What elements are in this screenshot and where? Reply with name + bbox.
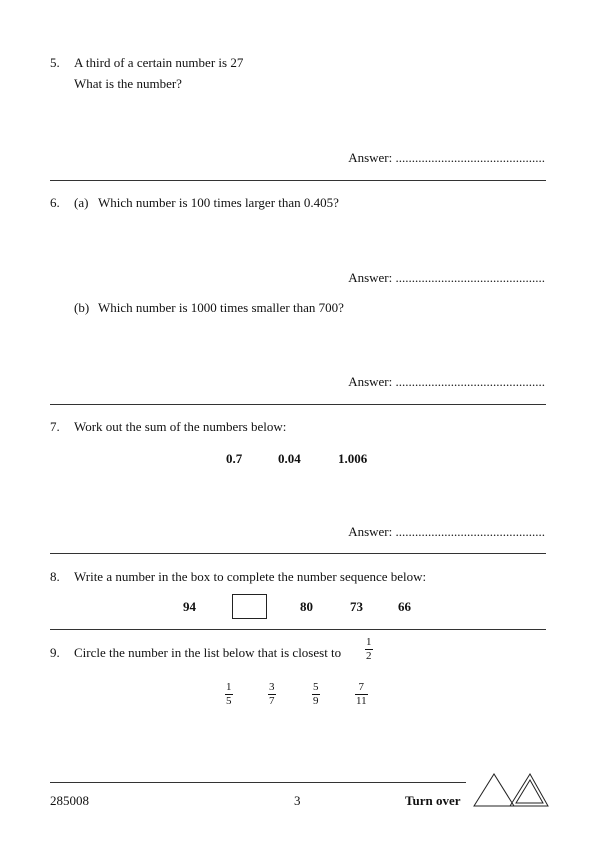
q8-text: Write a number in the box to complete the number sequence below:: [74, 569, 427, 584]
footer-paper-code: 285008: [50, 793, 89, 808]
divider-q6: [50, 404, 546, 405]
q5-line2: What is the number?: [74, 76, 182, 91]
q9-option-3-denominator: 9: [313, 695, 319, 707]
q9-option-1-numerator: 1: [226, 681, 232, 693]
q7-value-2: 0.04: [278, 451, 301, 466]
q6a-label: (a): [74, 195, 89, 210]
q6-number: 6.: [50, 195, 60, 210]
q9-option-2-numerator: 3: [269, 681, 275, 693]
q8-number: 8.: [50, 569, 60, 584]
q9-option-1-denominator: 5: [226, 695, 232, 707]
q6a-text: Which number is 100 times larger than 0.405?: [98, 195, 339, 210]
divider-q8: [50, 629, 546, 630]
q8-sequence-4: 66: [398, 599, 411, 614]
q6a-answer-line[interactable]: Answer: ..............................................: [348, 270, 545, 285]
q7-text: Work out the sum of the numbers below:: [74, 419, 287, 434]
q9-option-1[interactable]: [225, 682, 233, 707]
q9-number: 9.: [50, 645, 60, 660]
q9-option-4-denominator: 11: [356, 695, 367, 707]
divider-q5: [50, 180, 546, 181]
footer-page-number: 3: [294, 793, 301, 808]
q7-value-1: 0.7: [226, 451, 243, 466]
q9-option-4[interactable]: [355, 682, 368, 707]
q6b-label: (b): [74, 300, 90, 315]
q7-number: 7.: [50, 419, 60, 434]
q7-answer-line[interactable]: Answer: ..............................................: [348, 524, 545, 539]
triangles-logo-icon: [472, 772, 550, 808]
q8-answer-box[interactable]: [232, 594, 267, 619]
q6b-text: Which number is 1000 times smaller than 700?: [98, 300, 344, 315]
q8-sequence-3: 73: [350, 599, 363, 614]
q9-option-3[interactable]: [312, 682, 320, 707]
q5-number: 5.: [50, 55, 60, 70]
q9-option-2[interactable]: [268, 682, 276, 707]
q8-sequence-1: 94: [183, 599, 196, 614]
q9-target-fraction: [365, 637, 373, 662]
q9-text: Circle the number in the list below that is closest to: [74, 645, 342, 660]
q9-option-4-numerator: 7: [358, 681, 365, 693]
q9-target-denominator: 2: [366, 650, 372, 662]
q6b-answer-line[interactable]: Answer: ..............................................: [348, 374, 545, 389]
footer-rule: [50, 782, 466, 783]
q9-option-3-numerator: 5: [313, 681, 319, 693]
footer-turn-over: Turn over: [405, 793, 461, 808]
q5-answer-line[interactable]: Answer: ..............................................: [348, 150, 545, 165]
q7-value-3: 1.006: [338, 451, 368, 466]
divider-q7: [50, 553, 546, 554]
q8-sequence-2: 80: [300, 599, 313, 614]
q9-option-2-denominator: 7: [269, 695, 275, 707]
q5-line1: A third of a certain number is 27: [74, 55, 244, 70]
q9-target-numerator: 1: [366, 636, 372, 648]
